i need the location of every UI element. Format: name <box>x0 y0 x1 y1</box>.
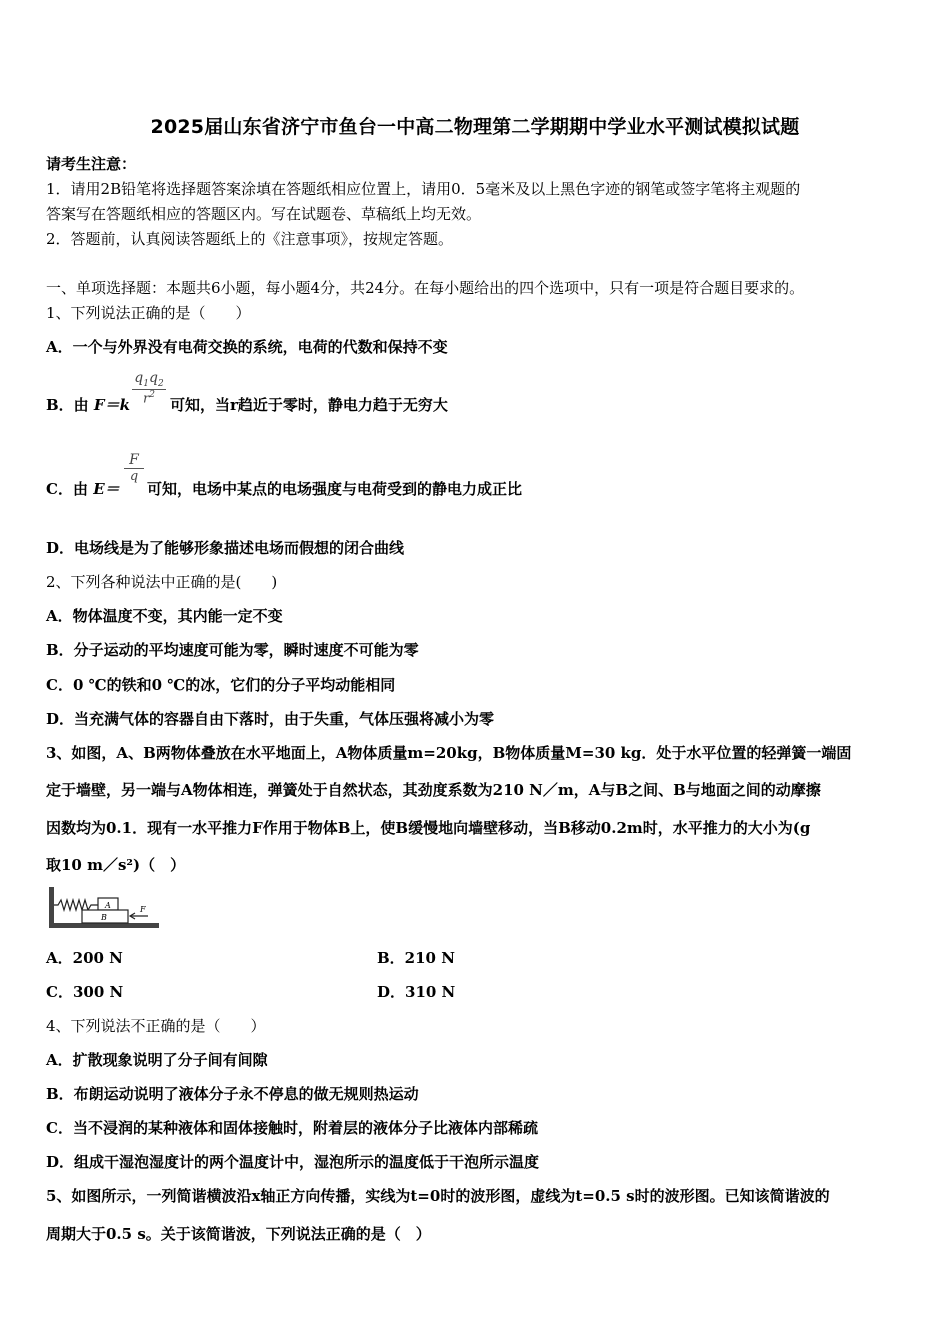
q1-option-c-formula: E＝ <box>93 480 120 498</box>
q1-option-c-prefix: C．由 <box>46 480 88 498</box>
q4-option-a: A．扩散现象说明了分子间有间隙 <box>46 1051 268 1069</box>
spring-blocks-figure <box>46 885 162 931</box>
page-title: 2025届山东省济宁市鱼台一中高二物理第二学期期中学业水平测试模拟试题 <box>150 116 800 138</box>
notice-item-1-line-1: 1．请用2B铅笔将选择题答案涂填在答题纸相应位置上，请用0．5毫米及以上黑色字迹的钢笔或签字笔将主观题的 <box>46 180 801 198</box>
q3-line-2: 定于墙壁，另一端与A物体相连，弹簧处于自然状态，其劲度系数为210 N／m，A与B之间、B与地面之间的动摩擦 <box>46 781 821 799</box>
force-label: F <box>140 905 146 914</box>
q3-option-c: C．300 N <box>46 983 124 1001</box>
coulomb-denominator <box>132 390 166 406</box>
field-numerator: F <box>129 452 139 468</box>
q2-option-b: B．分子运动的平均速度可能为零，瞬时速度不可能为零 <box>46 641 419 659</box>
q1-option-b-formula: F＝k <box>93 396 130 414</box>
ground <box>49 923 159 928</box>
q4-option-c: C．当不浸润的某种液体和固体接触时，附着层的液体分子比液体内部稀疏 <box>46 1119 538 1137</box>
numerator-q2-sub: 2 <box>157 378 164 389</box>
q3-line-1: 3、如图，A、B两物体叠放在水平地面上，A物体质量m=20kg，B物体质量M=30 kg．处于水平位置的轻弹簧一端固 <box>46 744 852 762</box>
field-fraction <box>124 452 144 484</box>
numerator-q2: q <box>149 370 158 386</box>
q1-option-c <box>46 478 120 499</box>
notice-item-1-line-2: 答案写在答题纸相应的答题区内。写在试题卷、草稿纸上均无效。 <box>46 205 482 223</box>
q3-line-3: 因数均为0.1．现有一水平推力F作用于物体B上，使B缓慢地向墙壁移动，当B移动0.2m时，水平推力的大小为(g <box>46 819 811 837</box>
q4-stem: 4、下列说法不正确的是（ ） <box>46 1017 266 1035</box>
q1-option-d: D．电场线是为了能够形象描述电场而假想的闭合曲线 <box>46 539 405 557</box>
q3-line-4: 取10 m／s²)（ ） <box>46 856 186 874</box>
q1-option-b-suffix: 可知，当r趋近于零时，静电力趋于无穷大 <box>170 396 448 414</box>
block-a-label: A <box>105 901 111 910</box>
q1-option-c-suffix: 可知，电场中某点的电场强度与电荷受到的静电力成正比 <box>147 480 523 498</box>
q1-option-a: A．一个与外界没有电荷交换的系统，电荷的代数和保持不变 <box>46 338 448 356</box>
coulomb-fraction <box>132 370 166 406</box>
q3-option-b: B．210 N <box>377 949 455 967</box>
q5-line-1: 5、如图所示，一列简谐横波沿x轴正方向传播，实线为t=0时的波形图，虚线为t=0.5 s时的波形图。已知该简谐波的 <box>46 1187 830 1205</box>
notice-heading: 请考生注意： <box>46 155 137 173</box>
spring <box>54 900 98 910</box>
q1-option-b <box>46 394 130 415</box>
q5-line-2: 周期大于0.5 s。关于该简谐波，下列说法正确的是（ ） <box>46 1225 431 1243</box>
denominator-r-sup: 2 <box>149 389 155 400</box>
numerator-q1: q <box>134 370 144 386</box>
q2-option-c: C．0 ℃的铁和0 ℃的冰，它们的分子平均动能相同 <box>46 676 396 694</box>
notice-item-2: 2．答题前，认真阅读答题纸上的《注意事项》，按规定答题。 <box>46 230 454 248</box>
block-b-label: B <box>101 913 107 922</box>
q4-option-d: D．组成干湿泡湿度计的两个温度计中，湿泡所示的温度低于干泡所示温度 <box>46 1153 540 1171</box>
q3-option-d: D．310 N <box>377 983 456 1001</box>
numerator-q1-sub: 1 <box>143 378 149 389</box>
denominator-r: r <box>143 391 150 407</box>
q4-option-b: B．布朗运动说明了液体分子永不停息的做无规则热运动 <box>46 1085 419 1103</box>
field-denominator: q <box>129 469 139 484</box>
coulomb-numerator <box>132 370 166 389</box>
q1-stem: 1、下列说法正确的是（ ） <box>46 304 251 322</box>
q2-option-d: D．当充满气体的容器自由下落时，由于失重，气体压强将减小为零 <box>46 710 495 728</box>
q2-stem: 2、下列各种说法中正确的是( ) <box>46 573 278 591</box>
wall <box>49 887 54 925</box>
section-header: 一、单项选择题：本题共6小题，每小题4分，共24分。在每小题给出的四个选项中，只有一项是符合题目要求的。 <box>46 279 805 297</box>
q2-option-a: A．物体温度不变，其内能一定不变 <box>46 607 283 625</box>
q1-option-b-prefix: B．由 <box>46 396 89 414</box>
q3-option-a: A．200 N <box>46 949 123 967</box>
